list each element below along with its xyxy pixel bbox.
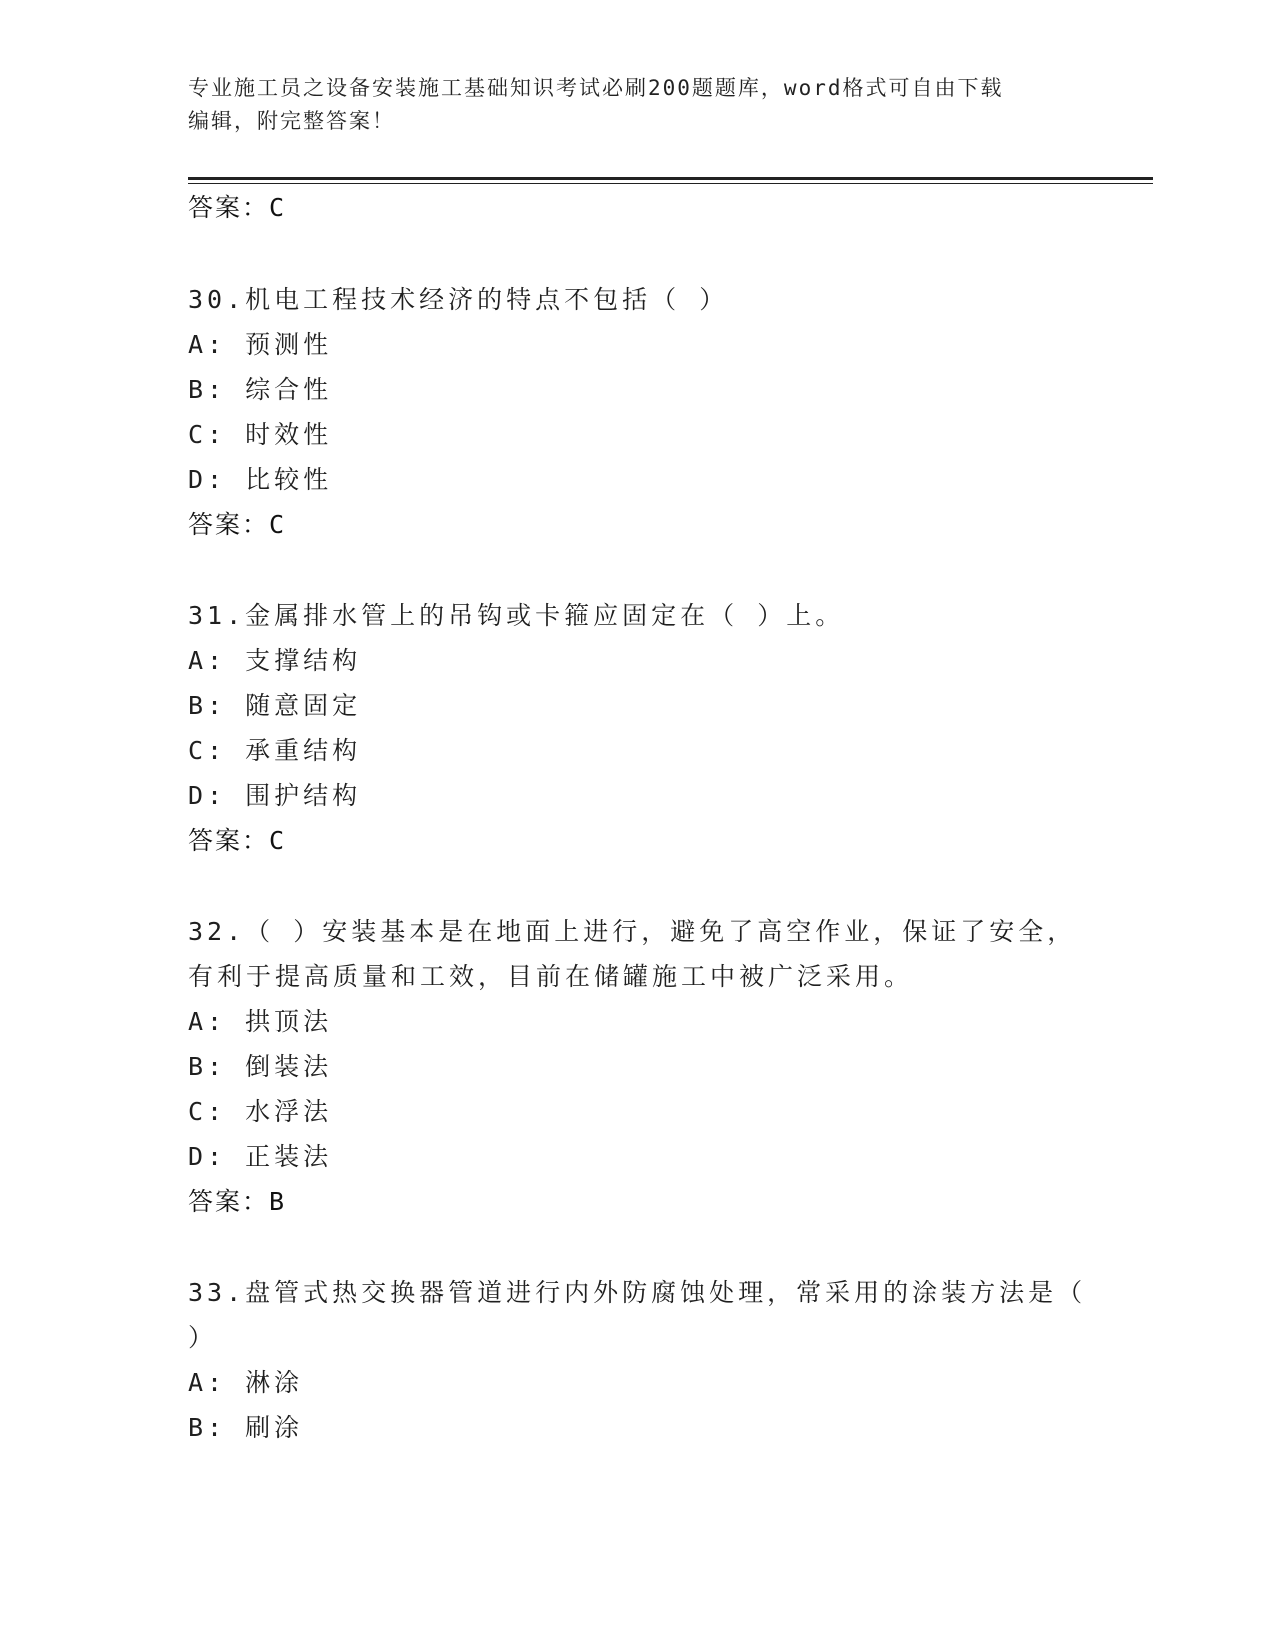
question-32-stem-line-1: 32.（ ）安装基本是在地面上进行，避免了高空作业，保证了安全，	[188, 917, 1077, 946]
header-title-line-2: 编辑，附完整答案！	[188, 109, 395, 133]
header-divider-thick	[188, 177, 1153, 180]
question-31-option-c: C: 承重结构	[188, 736, 362, 765]
question-33-option-b: B: 刷涂	[188, 1413, 304, 1442]
question-31-option-a: A: 支撑结构	[188, 646, 362, 675]
question-31-option-d: D: 围护结构	[188, 781, 362, 810]
answer-previous: 答案：C	[188, 193, 287, 222]
question-33-option-a: A: 淋涂	[188, 1368, 304, 1397]
question-33-stem-line-1: 33.盘管式热交换器管道进行内外防腐蚀处理，常采用的涂装方法是（	[188, 1278, 1087, 1307]
question-30-option-b: B: 综合性	[188, 375, 333, 404]
question-32-option-d: D: 正装法	[188, 1142, 333, 1171]
question-30-answer: 答案：C	[188, 510, 287, 539]
header-title-line-1: 专业施工员之设备安装施工基础知识考试必刷200题题库，word格式可自由下载	[188, 76, 1004, 100]
question-32-stem-line-2: 有利于提高质量和工效，目前在储罐施工中被广泛采用。	[188, 962, 914, 991]
document-header	[188, 72, 1068, 138]
question-32-option-c: C: 水浮法	[188, 1097, 333, 1126]
question-32-option-b: B: 倒装法	[188, 1052, 333, 1081]
question-31-option-b: B: 随意固定	[188, 691, 362, 720]
question-30-option-a: A: 预测性	[188, 330, 333, 359]
question-31-answer: 答案：C	[188, 826, 287, 855]
question-30-option-d: D: 比较性	[188, 465, 333, 494]
question-31-stem: 31.金属排水管上的吊钩或卡箍应固定在（ ）上。	[188, 601, 845, 630]
question-32-answer: 答案：B	[188, 1187, 287, 1216]
question-30-stem: 30.机电工程技术经济的特点不包括（ ）	[188, 285, 729, 314]
question-33-stem-line-2: ）	[188, 1323, 218, 1352]
header-divider-thin	[188, 183, 1153, 184]
question-30-option-c: C: 时效性	[188, 420, 333, 449]
question-32-option-a: A: 拱顶法	[188, 1007, 333, 1036]
